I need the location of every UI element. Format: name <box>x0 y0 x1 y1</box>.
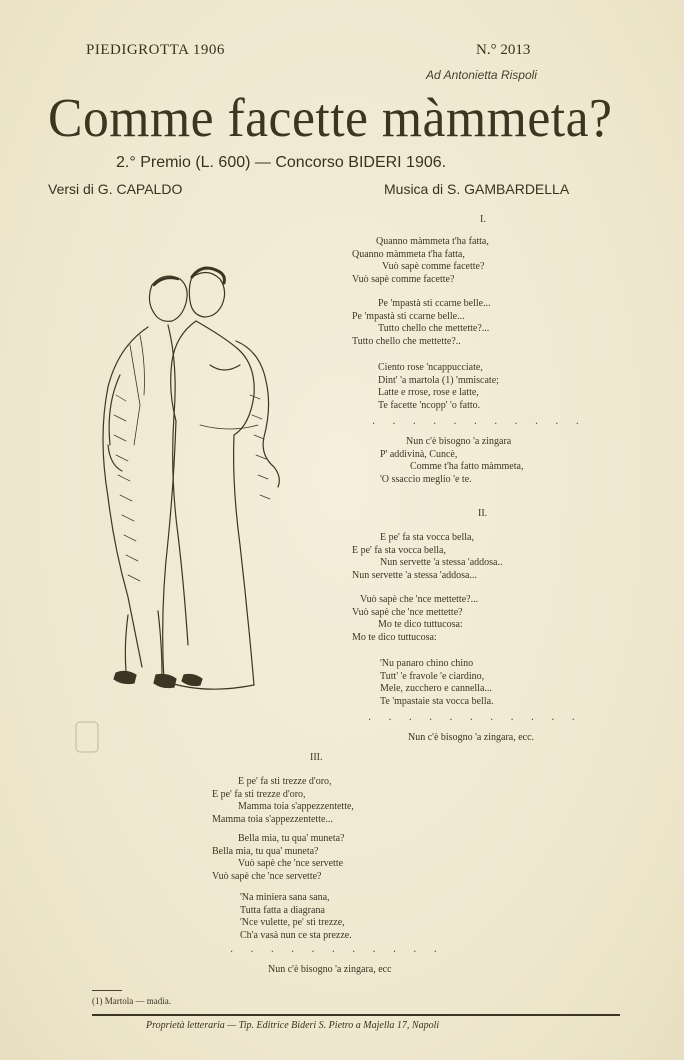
verse-line: Te facette 'ncopp' 'o fatto. <box>378 399 481 411</box>
catalog-number: N.° 2013 <box>476 42 531 58</box>
verse-line: 'Nce vulette, pe' sti trezze, <box>240 917 345 929</box>
prize-line: 2.° Premio (L. 600) — Concorso BIDERI 1906. <box>116 154 447 171</box>
stanza-1a <box>352 236 489 286</box>
verse-line: Quanno màmmeta t'ha fatta, <box>352 248 465 260</box>
refrain-line-2: Nun c'è bisogno 'a zingara, ecc. <box>408 732 535 743</box>
composer-credit: Musica di S. GAMBARDELLA <box>384 181 570 197</box>
verse-line: Ciento rose 'ncappucciate, <box>378 362 483 373</box>
verse-line: Mamma toia s'appezzentette... <box>212 813 333 825</box>
stanza-2c <box>380 658 494 708</box>
ellipsis-dots: . . . . . . . . . . . <box>368 712 582 723</box>
bottom-rule <box>92 1014 620 1016</box>
stanza-1-refrain <box>380 436 523 486</box>
verse-line: Vuò sapè comme facette? <box>382 261 485 273</box>
couple-illustration <box>60 255 310 715</box>
verse-line: Tutta fatta a diagrana <box>240 904 325 916</box>
verse-line: 'Nu panaro chino chino <box>380 658 474 669</box>
section-label-3: III. <box>310 752 323 763</box>
lyricist-credit: Versi di G. CAPALDO <box>48 181 183 197</box>
verse-line: Tutto chello che mettette?.. <box>352 335 461 347</box>
stanza-3a <box>212 776 354 826</box>
verse-line: Mo te dico tuttucosa: <box>378 619 463 631</box>
stanza-1c <box>378 362 499 412</box>
verse-line: Quanno màmmeta t'ha fatta, <box>376 236 489 247</box>
publisher-imprint: Proprietà letteraria — Tip. Editrice Bideri S. Pietro a Majella 17, Napoli <box>146 1020 440 1031</box>
section-label-2: II. <box>478 508 488 519</box>
verse-line: Tutt' 'e fravole 'e ciardino, <box>380 670 485 682</box>
verse-line: Te 'mpastaie sta vocca bella. <box>380 695 494 707</box>
verse-line: Mo te dico tuttucosa: <box>352 631 437 643</box>
verse-line: Comme t'ha fatto màmmeta, <box>410 461 524 473</box>
verse-line: Vuò sapè comme facette? <box>352 273 455 285</box>
stanza-3c <box>240 892 352 942</box>
verse-line: E pe' fa sta vocca bella, <box>352 544 446 556</box>
verse-line: Latte e rrose, rose e latte, <box>378 387 479 399</box>
library-stamp <box>74 720 100 754</box>
verse-line: Vuò sapè che 'nce servette <box>238 858 344 870</box>
verse-line: 'Na miniera sana sana, <box>240 892 330 903</box>
stanza-3b <box>212 833 345 883</box>
verse-line: Dint' 'a martola (1) 'mmiscate; <box>378 374 499 386</box>
verse-line: E pe' fa sti trezze d'oro, <box>212 788 306 800</box>
verse-line: Vuò sapè che 'nce servette? <box>212 870 322 882</box>
verse-line: E pe' fa sta vocca bella, <box>380 532 474 543</box>
verse-line: Bella mia, tu qua' muneta? <box>238 833 345 844</box>
stanza-1b <box>352 298 491 348</box>
verse-line: Nun servette 'a stessa 'addosa.. <box>380 557 503 569</box>
footnote: (1) Martola — madia. <box>92 996 171 1006</box>
verse-line: Pe 'mpastà sti ccarne belle... <box>352 310 465 322</box>
ellipsis-dots: . . . . . . . . . . . <box>230 944 444 955</box>
verse-line: P' addivinà, Cuncè, <box>380 448 458 460</box>
stanza-2a <box>352 532 502 582</box>
verse-line: Mele, zucchero e cannella... <box>380 683 492 695</box>
stanza-2b <box>352 594 478 644</box>
verse-line: Vuò sapè che 'nce mettette? <box>352 606 463 618</box>
verse-line: Nun servette 'a stessa 'addosa... <box>352 569 477 581</box>
verse-line: Pe 'mpastà sti ccarne belle... <box>378 298 491 309</box>
verse-line: Mamma toia s'appezzentette, <box>238 801 354 813</box>
dedication: Ad Antonietta Rispoli <box>426 68 537 82</box>
verse-line: Nun c'è bisogno 'a zingara <box>406 436 512 447</box>
footnote-rule <box>92 990 122 991</box>
ellipsis-dots: . . . . . . . . . . . <box>372 416 586 427</box>
verse-line: E pe' fa sti trezze d'oro, <box>238 776 332 787</box>
section-label-1: I. <box>480 214 486 225</box>
song-title: Comme facette màmmeta? <box>48 87 613 148</box>
festival-label: PIEDIGROTTA 1906 <box>86 42 225 58</box>
refrain-line-3: Nun c'è bisogno 'a zingara, ecc <box>268 964 392 975</box>
verse-line: Bella mia, tu qua' muneta? <box>212 845 319 857</box>
verse-line: Tutto chello che mettette?... <box>378 323 490 335</box>
verse-line: Ch'a vasà nun ce sta prezze. <box>240 929 352 941</box>
verse-line: 'O ssaccio meglio 'e te. <box>380 473 472 485</box>
verse-line: Vuò sapè che 'nce mettette?... <box>360 594 479 605</box>
